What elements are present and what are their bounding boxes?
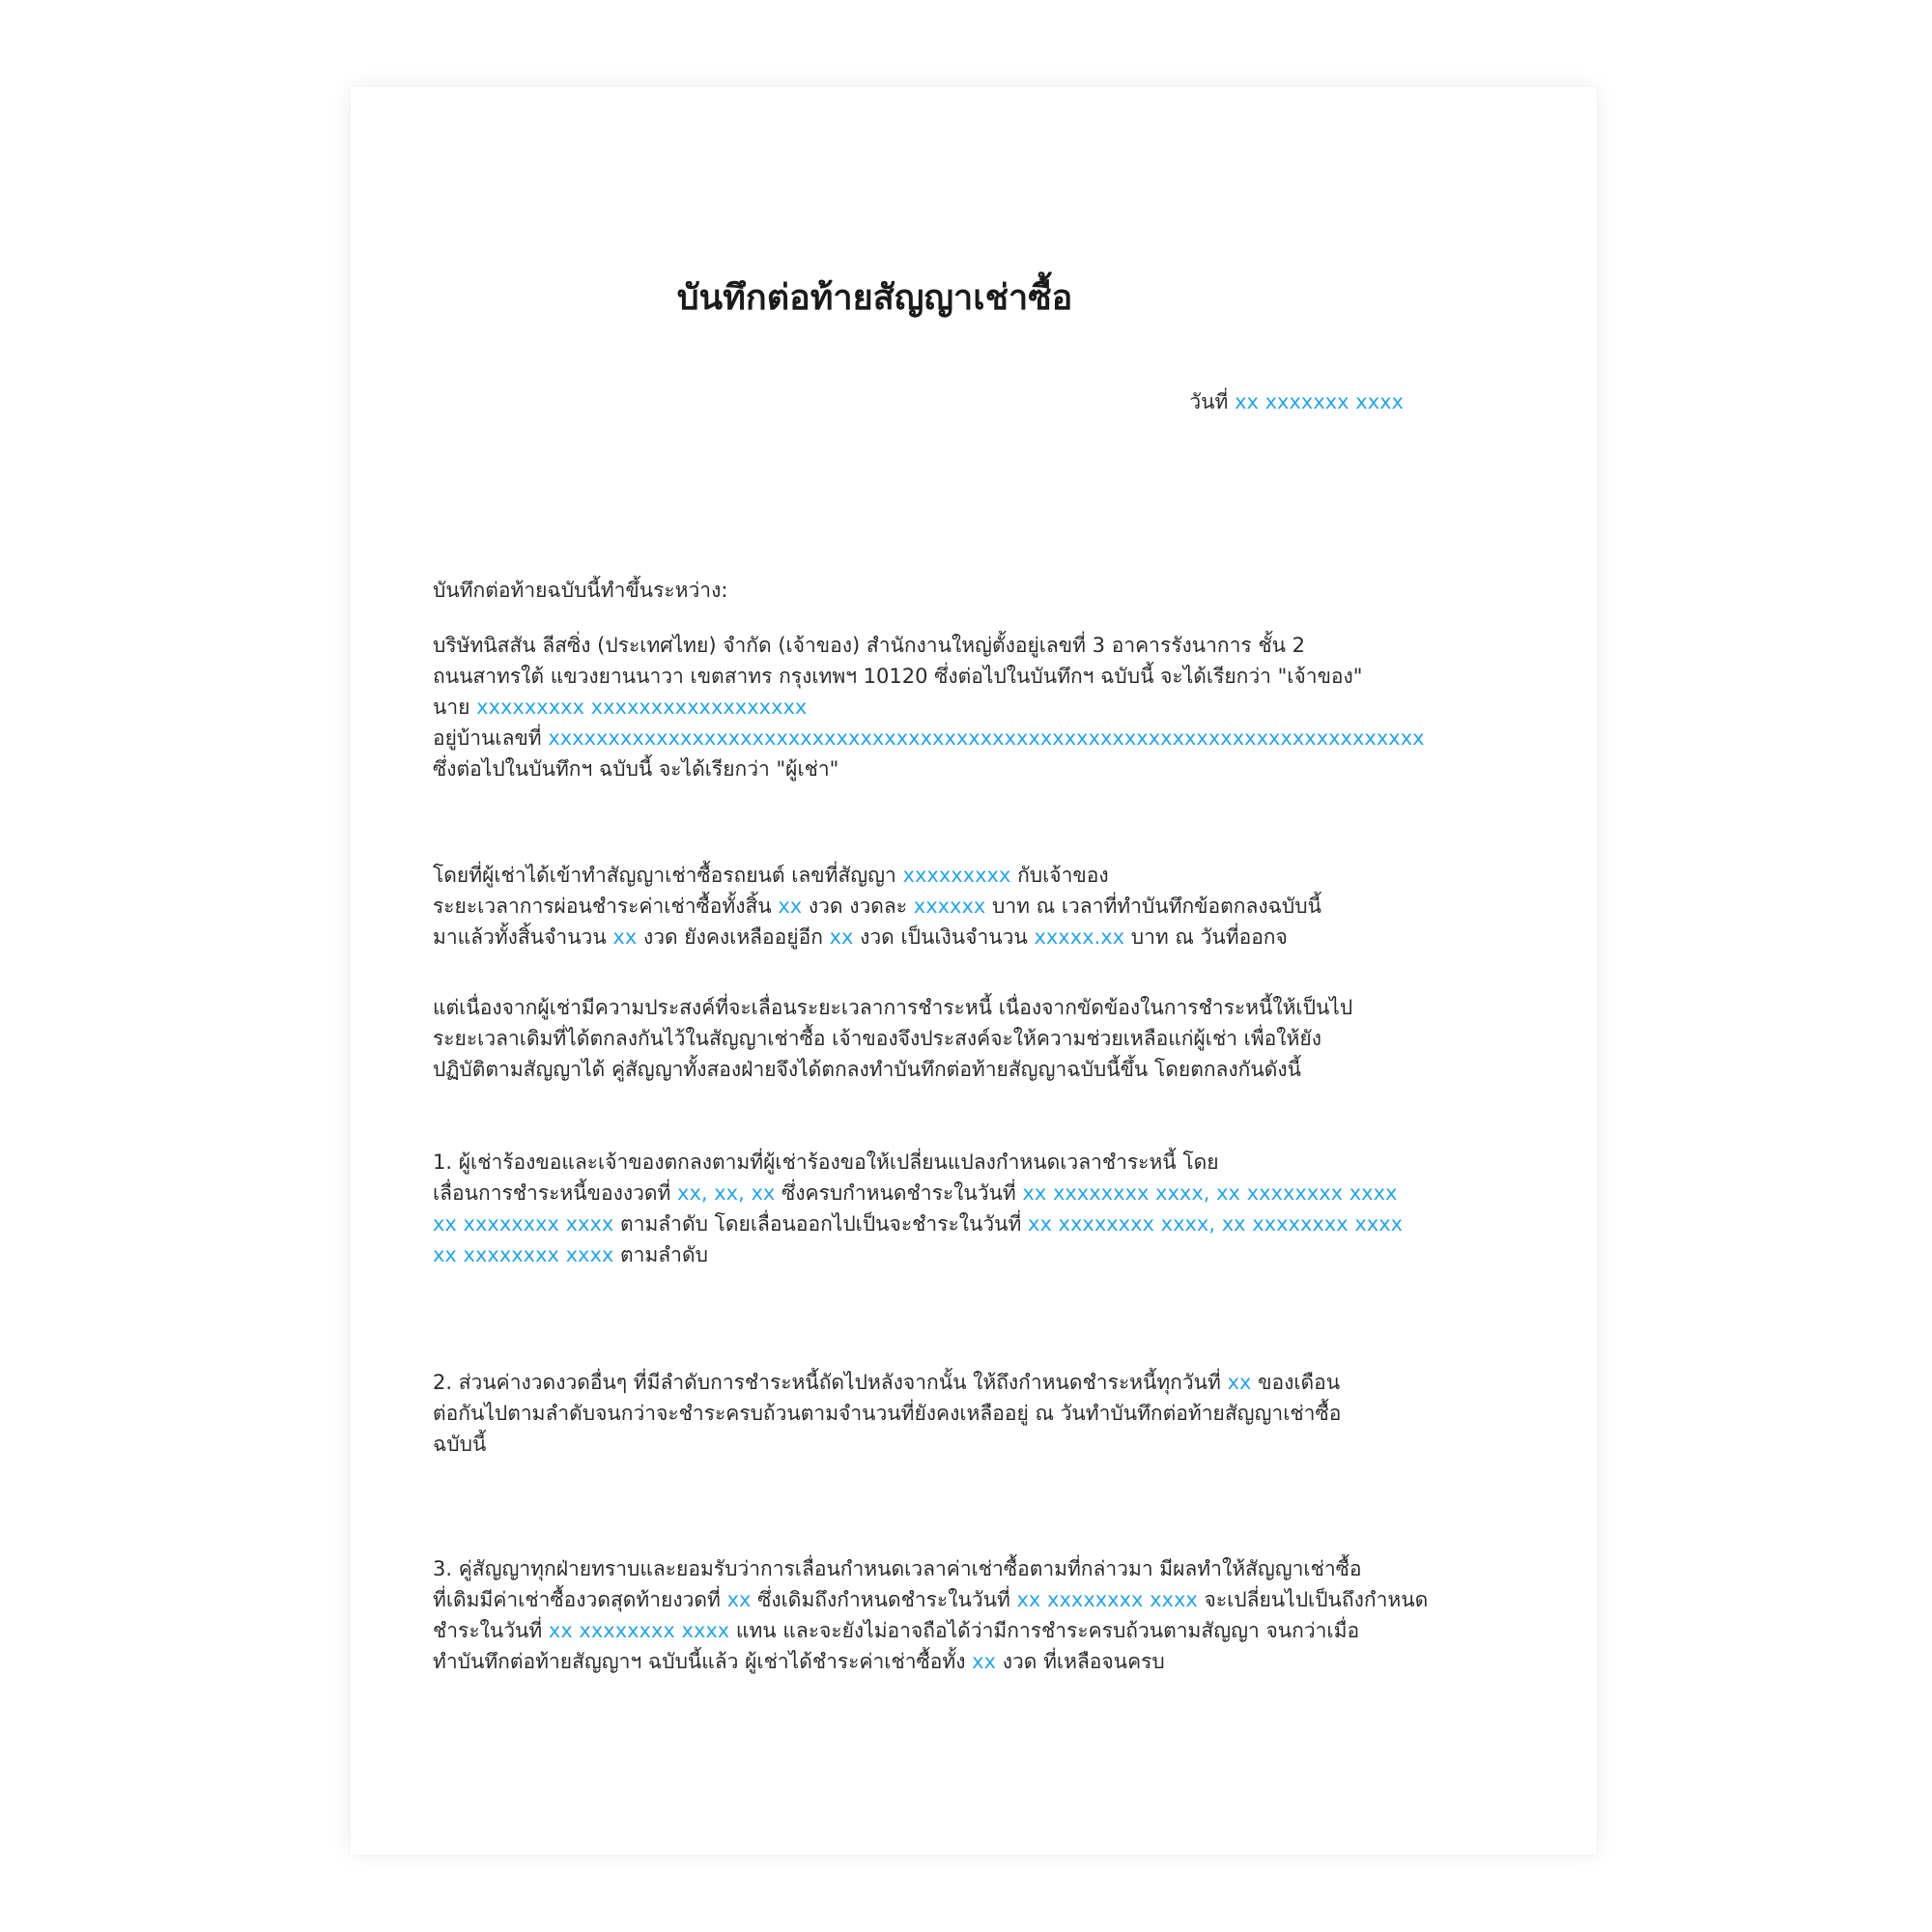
recital-paragraph [433,860,1404,952]
document-content [433,87,1429,1855]
remaining-installments-value: xx [829,925,854,949]
recital-text: งวด ยังคงเหลืออยู่อีก [642,925,823,949]
parties-paragraph [433,630,1425,784]
reason-line-3: ปฏิบัติตามสัญญาได้ คู่สัญญาทั้งสองฝ่ายจึงได้ตกลงทำบันทึกต่อท้ายสัญญาฉบับนี้ขึ้น โดยตกลงกันดังนี้ [433,1058,1301,1081]
intro-paragraph [433,575,1404,606]
recital-text: โดยที่ผู้เช่าได้เข้าทำสัญญาเช่าซื้อรถยนต์ เลขที่สัญญา [433,864,896,887]
clause-text: ซึ่งเดิมถึงกำหนดชำระในวันที่ [757,1588,1010,1611]
intro-line: บันทึกต่อท้ายฉบับนี้ทำขึ้นระหว่าง: [433,579,728,602]
clause-3-line-1: 3. คู่สัญญาทุกฝ่ายทราบและยอมรับว่าการเลื่อนกำหนดเวลาค่าเช่าซื้อตามที่กล่าวมา มีผลทำให้สัญญาเช่าซื้อ [433,1557,1362,1580]
clause-text: ชำระในวันที่ [433,1619,543,1642]
document-title: บันทึกต่อท้ายสัญญาเช่าซื้อ [676,278,1073,318]
clause-text: ของเดือน [1258,1371,1341,1394]
new-due-date-value: xx xxxxxxxx xxxx [433,1243,614,1266]
recital-line-3 [433,922,1404,952]
reason-line-2: ระยะเวลาเดิมที่ได้ตกลงกันไว้ในสัญญาเช่าซื้อ เจ้าของจึงประสงค์จะให้ความช่วยเหลือแก่ผู้เช่า เพื่อให้ยัง [433,1027,1321,1050]
installment-amount-value: xxxxxx [913,895,986,918]
reason-line-1: แต่เนื่องจากผู้เช่ามีความประสงค์ที่จะเลื่อนระยะเวลาการชำระหนี้ เนื่องจากขัดข้องในการชำระหนี้ให้เป็นไป [433,996,1353,1019]
clause-text: แทน และจะยังไม่อาจถือได้ว่ามีการชำระครบถ้วนตามสัญญา จนกว่าเมื่อ [735,1619,1360,1642]
recital-line-2 [433,891,1404,922]
last-installment-value: xx [726,1588,752,1611]
clause-2 [433,1367,1404,1460]
recital-text: บาท ณ วันที่ออกจ [1130,925,1288,949]
remaining-count-value: xx [972,1650,997,1673]
recital-text: กับเจ้าของ [1017,864,1109,887]
monthly-due-day-value: xx [1227,1371,1252,1394]
parties-line-3 [433,692,1404,723]
address-label: อยู่บ้านเลขที่ [433,726,542,750]
clause-2-line-2: ต่อกันไปตามลำดับจนกว่าจะชำระครบถ้วนตามจำนวนที่ยังคงเหลืออยู่ ณ วันทำบันทึกต่อท้ายสัญญาเช่าซื้อ [433,1402,1342,1425]
parties-line-2: ถนนสาทรใต้ แขวงยานนาวา เขตสาทร กรุงเทพฯ 10120 ซึ่งต่อไปในบันทึกฯ ฉบับนี้ จะได้เรียกว่า "เจ้าของ" [433,665,1363,688]
clause-1-line-2 [433,1178,1404,1208]
address-value: xxxxxxxxxxxxxxxxxxxxxxxxxxxxxxxxxxxxxxxxxxxxxxxxxxxxxxxxxxxxxxxxxxxxxxxxx [548,726,1425,750]
document-page [351,87,1597,1855]
clause-3-line-3 [433,1615,1404,1646]
remaining-amount-value: xxxxx.xx [1034,925,1125,949]
new-final-date-value: xx xxxxxxxx xxxx [548,1619,730,1642]
total-installments-value: xx [778,895,803,918]
original-final-date-value: xx xxxxxxxx xxxx [1016,1588,1198,1611]
date-label: วันที่ [1189,390,1229,413]
clause-3-line-2 [433,1584,1429,1615]
date-line [1189,386,1404,417]
contract-number-value: xxxxxxxxx [902,864,1011,887]
clause-text: เลื่อนการชำระหนี้ของงวดที่ [433,1181,671,1205]
recital-text: มาแล้วทั้งสิ้นจำนวน [433,925,607,949]
parties-line-4 [433,723,1425,753]
clause-1-line-3 [433,1208,1404,1239]
clause-2-line-1 [433,1367,1404,1398]
clause-text: จะเปลี่ยนไปเป็นถึงกำหนด [1204,1588,1429,1611]
new-due-dates-value: xx xxxxxxxx xxxx, xx xxxxxxxx xxxx [1028,1212,1404,1236]
date-value: xx xxxxxxx xxxx [1235,390,1404,413]
recital-text: งวด เป็นเงินจำนวน [860,925,1028,949]
parties-line-5: ซึ่งต่อไปในบันทึกฯ ฉบับนี้ จะได้เรียกว่า "ผู้เช่า" [433,757,839,781]
clause-text: ตามลำดับ [620,1243,708,1266]
recital-text: ระยะเวลาการผ่อนชำระค่าเช่าซื้อทั้งสิ้น [433,895,772,918]
parties-line-1: บริษัทนิสสัน ลีสซิ่ง (ประเทศไทย) จำกัด (เจ้าของ) สำนักงานใหญ่ตั้งอยู่เลขที่ 3 อาคารรังนาการ ชั้น 2 [433,634,1306,657]
clause-3-line-4 [433,1646,1404,1677]
clause-text: ที่เดิมมีค่าเช่าซื้องวดสุดท้ายงวดที่ [433,1588,721,1611]
recital-text: บาท ณ เวลาที่ทำบันทึกข้อตกลงฉบับนี้ [992,895,1321,918]
reason-paragraph [433,992,1404,1085]
recital-text: งวด งวดละ [808,895,908,918]
clause-2-line-3: ฉบับนี้ [433,1433,487,1456]
clause-text: ซึ่งครบกำหนดชำระในวันที่ [781,1181,1016,1205]
clause-text: ตามลำดับ โดยเลื่อนออกไปเป็นจะชำระในวันที่ [620,1212,1022,1236]
recital-line-1 [433,860,1404,891]
lessee-name-value: xxxxxxxxx xxxxxxxxxxxxxxxxxx [476,696,808,719]
paid-installments-value: xx [612,925,638,949]
clause-text: งวด ที่เหลือจนครบ [1002,1650,1165,1673]
clause-1-line-1: 1. ผู้เช่าร้องขอและเจ้าของตกลงตามที่ผู้เช่าร้องขอให้เปลี่ยนแปลงกำหนดเวลาชำระหนี้ โดย [433,1151,1219,1174]
deferred-installments-value: xx, xx, xx [677,1181,776,1205]
original-due-dates-value: xx xxxxxxxx xxxx, xx xxxxxxxx xxxx [1022,1181,1398,1205]
clause-text: ทำบันทึกต่อท้ายสัญญาฯ ฉบับนี้แล้ว ผู้เช่าได้ชำระค่าเช่าซื้อทั้ง [433,1650,966,1673]
clause-text: 2. ส่วนค่างวดงวดอื่นๆ ที่มีลำดับการชำระหนี้ถัดไปหลังจากนั้น ให้ถึงกำหนดชำระหนี้ทุกวันที่ [433,1371,1221,1394]
lessee-name-label: นาย [433,696,470,719]
clause-1 [433,1147,1404,1270]
original-due-date-value: xx xxxxxxxx xxxx [433,1212,614,1236]
clause-3 [433,1553,1429,1677]
clause-1-line-4 [433,1239,1404,1270]
